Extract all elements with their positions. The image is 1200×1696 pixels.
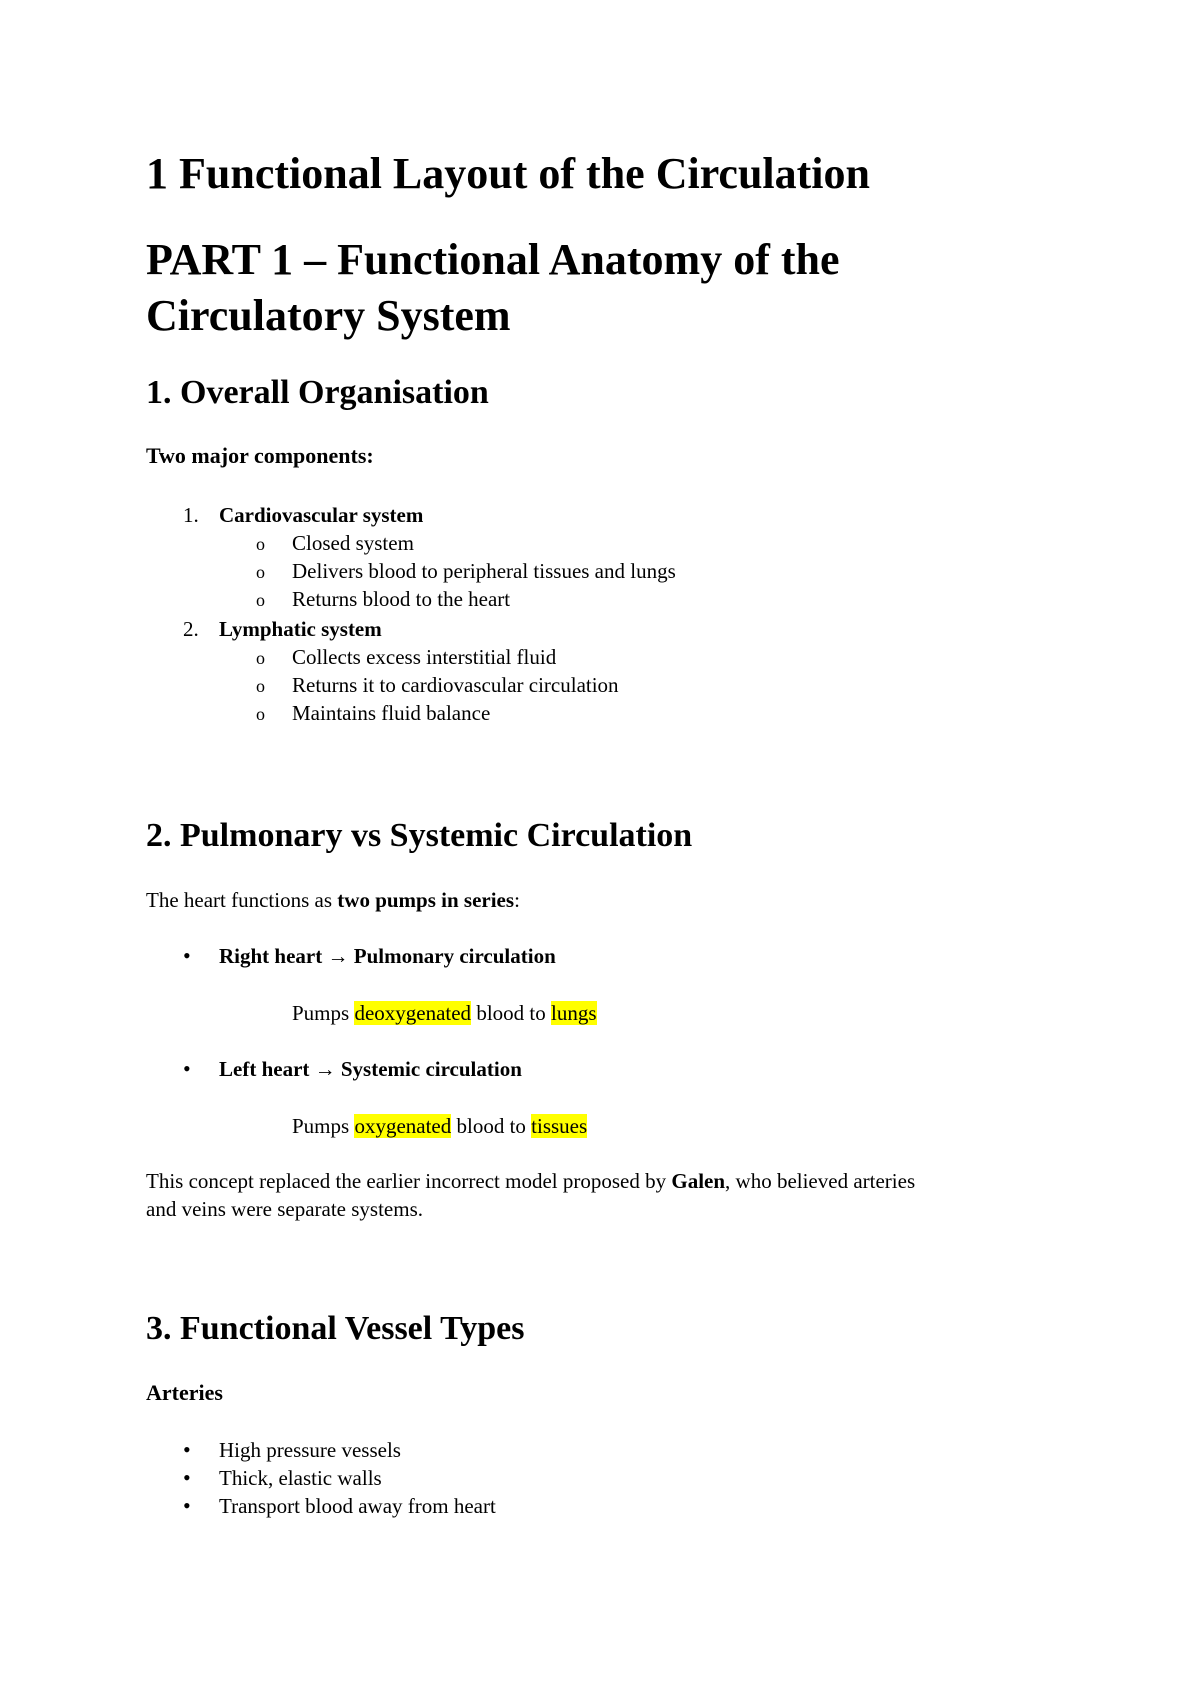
left-heart-label: Left heart → Systemic circulation [219, 1057, 522, 1081]
bullet-marker: • [183, 1437, 191, 1462]
bullet-marker: o [256, 562, 265, 582]
list-bullet-text: Delivers blood to peripheral tissues and lungs [292, 559, 676, 583]
bullet-marker: • [183, 943, 191, 968]
document-title: 1 Functional Layout of the Circulation [146, 149, 871, 198]
note-bold-text: Galen [671, 1169, 726, 1193]
bullet-marker: • [183, 1493, 191, 1518]
highlighted-term: tissues [531, 1114, 588, 1138]
bullet-marker: o [256, 676, 265, 696]
list-item-title: Cardiovascular system [219, 503, 424, 527]
right-heart-description [292, 1000, 597, 1026]
part-title-line-1: PART 1 – Functional Anatomy of the [146, 235, 840, 284]
bullet-marker: o [256, 704, 265, 724]
list-bullet-text: Thick, elastic walls [219, 1466, 382, 1490]
bullet-marker: • [183, 1465, 191, 1490]
section-1-subheading: Two major components: [146, 443, 374, 468]
list-bullet-text: Returns blood to the heart [292, 587, 511, 611]
list-bullet-text: Maintains fluid balance [292, 701, 491, 725]
list-item-title: Lymphatic system [219, 617, 382, 641]
intro-suffix: : [514, 888, 520, 912]
section-3-heading: 3. Functional Vessel Types [146, 1310, 525, 1347]
list-bullet-text: Collects excess interstitial fluid [292, 645, 557, 669]
bullet-marker: o [256, 648, 265, 668]
section-1-heading: 1. Overall Organisation [146, 374, 489, 411]
section-2-heading: 2. Pulmonary vs Systemic Circulation [146, 817, 693, 854]
list-bullet-text: Transport blood away from heart [219, 1494, 496, 1518]
bullet-marker: o [256, 534, 265, 554]
intro-bold-text: two pumps in series [337, 888, 515, 912]
section-2-note-line-2: and veins were separate systems. [146, 1197, 423, 1221]
bullet-marker: • [183, 1056, 191, 1081]
intro-text: The heart functions as [146, 888, 338, 912]
list-bullet-text: High pressure vessels [219, 1438, 401, 1462]
list-bullet-text: Closed system [292, 531, 414, 555]
highlighted-term: oxygenated [354, 1114, 452, 1138]
part-title-line-2: Circulatory System [146, 291, 511, 340]
list-bullet-text: Returns it to cardiovascular circulation [292, 673, 619, 697]
section-2-intro [146, 887, 520, 913]
note-text: , who believed arteries [725, 1169, 916, 1193]
list-number: 1. [183, 503, 199, 527]
note-text: This concept replaced the earlier incorrect model proposed by [146, 1169, 672, 1193]
highlighted-term: lungs [550, 1001, 597, 1025]
section-2-note-line-1 [146, 1168, 915, 1194]
right-heart-label: Right heart → Pulmonary circulation [219, 944, 556, 968]
section-3-subheading: Arteries [146, 1380, 223, 1405]
description-text: Pumps [292, 1001, 355, 1025]
description-text: blood to [451, 1114, 532, 1138]
description-text: Pumps [292, 1114, 355, 1138]
bullet-marker: o [256, 590, 265, 610]
left-heart-description [292, 1113, 587, 1139]
description-text: blood to [471, 1001, 551, 1025]
highlighted-term: deoxygenated [354, 1001, 472, 1025]
list-number: 2. [183, 617, 199, 641]
